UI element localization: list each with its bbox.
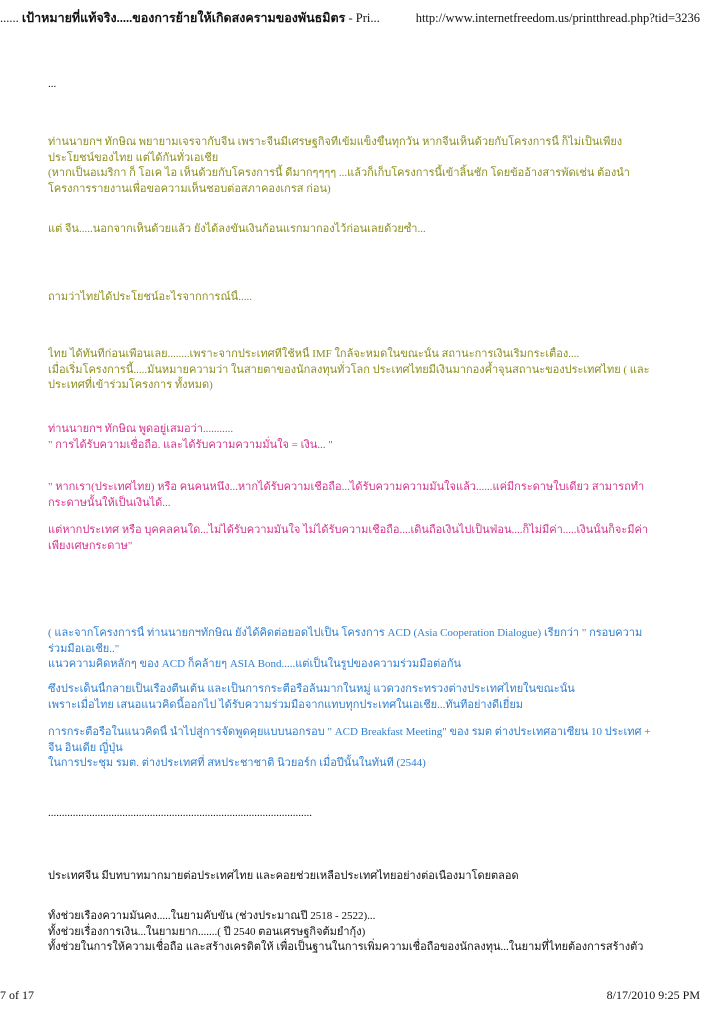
- post-line: ท่านนายกฯ ทักษิณ พยายามเจรจากับจีน เพราะจีนมีเศรษฐกิจที่เข้มแข็งขึ้นทุกวัน หากจีนเห็นด้วยกับโครงการนี้ ก็ไม่เป็นเพียง: [48, 136, 623, 148]
- post-line: ในการประชุม รมต. ต่างประเทศที่ สหประชาชาติ นิวยอร์ก เมื่อปีนั้นในทันที (2544): [48, 757, 426, 770]
- post-line: เพราะเมื่อไทย เสนอแนวคิดนี้ออกไป ได้รับความร่วมมือจากแทบทุกประเทศในเอเชีย...ทันทีอย่างดีเยี่ยม: [48, 698, 524, 711]
- dotted-separator: ................................................................................................: [48, 807, 312, 819]
- post-paragraph: [48, 480, 688, 511]
- post-paragraph: [48, 626, 688, 673]
- post-paragraph: [48, 422, 688, 453]
- post-line: ประเทศจีน มีบทบาทมากมายต่อประเทศไทย และคอยช่วยเหลือประเทศไทยอย่างต่อเนื่องมาโดยตลอด: [48, 870, 519, 882]
- thread-title: เป้าหมายที่แท้จริง.....ของการย้ายให้เกิดสงครามของพันธมิตร: [21, 11, 346, 25]
- post-paragraph: [48, 222, 688, 238]
- post-line: ทั้งช่วยเรื่องความมั่นคง.....ในยามคับขัน (ช่วงประมาณปี 2518 - 2522)...: [48, 910, 376, 922]
- post-line: ทั้งช่วยในการให้ความเชื่อถือ และสร้างเครดิตให้ เพื่อเป็นฐานในการเพิ่มความเชื่อถือของนักลงทุน...ในยามที่ไทยต้องการสร้างตัว: [48, 941, 644, 954]
- post-line: " หากเรา(ประเทศไทย) หรือ คนคนหนึ่ง...หากได้รับความเชื่อถือ...ได้รับความความมั่นใจแล้ว......แค่มีกระดาษใบเดียว สามารถทำ: [48, 481, 645, 493]
- title-dots: ......: [0, 11, 22, 25]
- print-header-title: [0, 10, 380, 26]
- post-line: แต่หากประเทศ หรือ บุคคลคนใด...ไม่ได้รับความมั่นใจ ไม่ได้รับความเชื่อถือ....เดินถือเงินไปเป็นฟ่อน....ก็ไม่มีค่า.....เงินนั้นก็จะมีค่า: [48, 524, 649, 536]
- post-line: ท่านนายกฯ ทักษิณ พูดอยู่เสมอว่า...........: [48, 423, 234, 435]
- post-line: กระดาษนั้นให้เป็นเงินได้...: [48, 496, 171, 509]
- post-line: ประเทศที่เข้าร่วมโครงการ ทั้งหมด): [48, 379, 213, 392]
- post-paragraph: [48, 347, 688, 394]
- print-datetime: 8/17/2010 9:25 PM: [606, 988, 700, 1002]
- post-line: ...: [48, 78, 57, 90]
- post-line: ( และจากโครงการนี้ ท่านนายกฯทักษิณ ยังได้คิดต่อยอดไปเป็น โครงการ ACD (Asia Cooperation Dialogue) เรียกว่า " กรอบความ: [48, 627, 643, 639]
- post-line: เมื่อเริ่มโครงการนี้.....มันหมายความว่า ในสายตาของนักลงทุนทั่วโลก ประเทศไทยมีเงินมากองค้ำจุนสถานะของประเทศไทย ( และ: [48, 363, 650, 376]
- post-ellipsis: [48, 77, 688, 93]
- post-line: ซึ่งประเด็นนี้กลายเป็นเรื่องตื่นเต้น และเป็นการกระตือรือล้นมากในหมู่ แวดวงกระทรวงต่างประเทศไทยในขณะนั้น: [48, 683, 575, 695]
- post-line: ถามว่าไทยได้ประโยชน์อะไรจากการณ์นี้.....: [48, 291, 252, 303]
- print-header: [0, 10, 701, 28]
- print-footer: [0, 987, 701, 1005]
- post-line: การกระตือรือในแนวคิดนี้ นำไปสู่การจัดพูดคุยแบบนอกรอบ " ACD Breakfast Meeting" ของ รมต ต่างประเทศอาเซียน 10 ประเทศ +: [48, 726, 651, 738]
- post-paragraph: [48, 725, 688, 772]
- post-line: (หากเป็นอเมริกา ก็ โอเค ไอ เห็นด้วยกับโครงการนี้ ดีมากๆๆๆๆ ...แล้วก็เก็บโครงการนี้เข้าลิ้นชัก โดยข้ออ้างสารพัดเช่น ต้องนำ: [48, 167, 630, 180]
- post-paragraph: [48, 869, 688, 885]
- post-line: โครงการรายงานเพื่อขอความเห็นชอบต่อสภาคองเกรส ก่อน): [48, 182, 331, 195]
- title-suffix: - Pri...: [345, 11, 380, 25]
- post-line: ร่วมมือเอเชีย..": [48, 642, 120, 655]
- page-number: 7 of 17: [0, 988, 34, 1002]
- post-paragraph: [48, 523, 688, 554]
- print-header-url: http://www.internetfreedom.us/printthread.php?tid=3236: [415, 11, 700, 25]
- post-line: แต่ จีน.....นอกจากเห็นด้วยแล้ว ยังได้ลงขันเงินก้อนแรกมากองไว้ก่อนเลยด้วยซ้ำ...: [48, 223, 426, 235]
- post-line: แนวความคิดหลักๆ ของ ACD ก็คล้ายๆ ASIA Bond.....แต่เป็นในรูปของความร่วมมือต่อกัน: [48, 658, 462, 671]
- post-line: ทั้งช่วยเรื่องการเงิน...ในยามยาก.......( ปี 2540 ตอนเศรษฐกิจต้มยำกุ้ง): [48, 925, 366, 938]
- post-line: " การได้รับความเชื่อถือ. และได้รับความความมั่นใจ = เงิน... ": [48, 438, 333, 451]
- post-line: เพียงเศษกระดาษ": [48, 539, 133, 552]
- post-paragraph: [48, 290, 688, 306]
- post-paragraph: [48, 909, 688, 956]
- post-paragraph: [48, 682, 688, 713]
- post-line: ประโยชน์ของไทย แต่ได้กันทั่วเอเชีย: [48, 151, 219, 164]
- post-line: จีน อินเดีย ญี่ปุ่น: [48, 741, 123, 754]
- post-paragraph: [48, 135, 688, 197]
- post-line: ไทย ได้ทันทีก่อนเพื่อนเลย........เพราะจากประเทศที่ใช้หนี้ IMF ใกล้จะหมดในขณะนั้น สถานะการเงินเริ่มกระเตื้อง....: [48, 348, 580, 360]
